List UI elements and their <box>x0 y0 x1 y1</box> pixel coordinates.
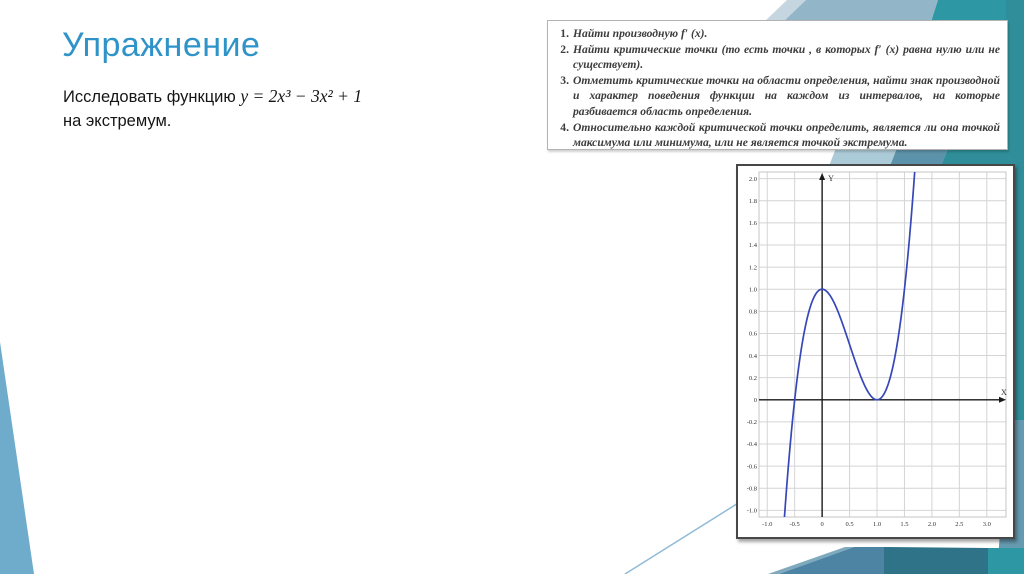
y-tick-label: 0.6 <box>748 330 757 338</box>
plot-frame <box>759 172 1006 517</box>
bottom-band-left-shape <box>779 547 884 574</box>
x-tick-label: 1.0 <box>872 521 882 528</box>
y-tick-label: -0.4 <box>746 441 757 449</box>
y-tick-label: 1.0 <box>748 286 757 294</box>
x-tick-label: 1.5 <box>900 521 909 528</box>
y-tick-label: -0.2 <box>746 419 757 427</box>
step-number: 3. <box>560 73 569 87</box>
step-text: Относительно каждой критической точки определить, является ли она точкой максимума или минимума, или не является точкой экстремума. <box>573 120 1000 150</box>
function-curve <box>759 166 1006 537</box>
x-tick-label: 2.0 <box>927 521 936 528</box>
task-text-before: Исследовать функцию <box>63 88 241 106</box>
step-text: Отметить критические точки на области определения, найти знак производной и характер поведения функции на каждом из интервалов, на которые разбивается область определения. <box>573 73 1000 118</box>
x-axis-arrow <box>999 397 1006 403</box>
list-item <box>553 26 1000 42</box>
graph-panel <box>736 164 1015 539</box>
bottom-band-right-shape <box>988 548 1024 574</box>
steps-list <box>553 26 1000 151</box>
steps-panel <box>547 20 1008 150</box>
y-tick-label: 1.4 <box>748 242 757 250</box>
step-text: Найти производную f′ (x). <box>573 27 708 40</box>
x-tick-label: 0 <box>820 521 824 528</box>
x-tick-label: 3.0 <box>982 521 991 528</box>
function-plot <box>738 166 1013 537</box>
list-item <box>553 42 1000 73</box>
y-tick-label: -1.0 <box>746 507 757 515</box>
y-tick-label: -0.6 <box>746 463 757 471</box>
y-tick-label: 0 <box>753 396 757 404</box>
x-axis-label: X <box>1001 387 1007 397</box>
step-text: Найти критические точки (то есть точки , в которых f′ (x) равна нулю или не существует). <box>573 42 1000 72</box>
left-edge-wedge-shape <box>0 342 34 574</box>
y-axis-arrow <box>819 173 825 180</box>
x-tick-label: 2.5 <box>955 521 964 528</box>
y-tick-label: 0.8 <box>748 308 757 316</box>
x-tick-label: 0.5 <box>845 521 854 528</box>
task-text <box>63 84 493 133</box>
y-tick-label: -0.8 <box>746 485 757 493</box>
step-number: 1. <box>560 27 569 40</box>
y-tick-label: 1.2 <box>748 264 757 272</box>
step-number: 4. <box>560 120 569 134</box>
bottom-band-mid-shape <box>884 547 988 574</box>
function-formula: y = 2x³ − 3x² + 1 <box>240 86 363 106</box>
y-tick-label: 1.8 <box>748 197 757 205</box>
y-tick-label: 2.0 <box>748 175 757 183</box>
x-tick-label: -1.0 <box>762 521 773 528</box>
y-tick-label: 1.6 <box>748 220 757 228</box>
x-tick-label: -0.5 <box>789 521 800 528</box>
list-item <box>553 120 1000 151</box>
step-number: 2. <box>560 42 569 56</box>
page-title: Упражнение <box>62 26 261 64</box>
y-axis-label: Y <box>828 174 834 183</box>
task-text-line2: на экстремум. <box>63 112 172 130</box>
y-tick-label: 0.2 <box>748 374 757 382</box>
top-band-medium-shape <box>783 0 938 22</box>
y-tick-label: 0.4 <box>748 352 757 360</box>
list-item <box>553 73 1000 120</box>
